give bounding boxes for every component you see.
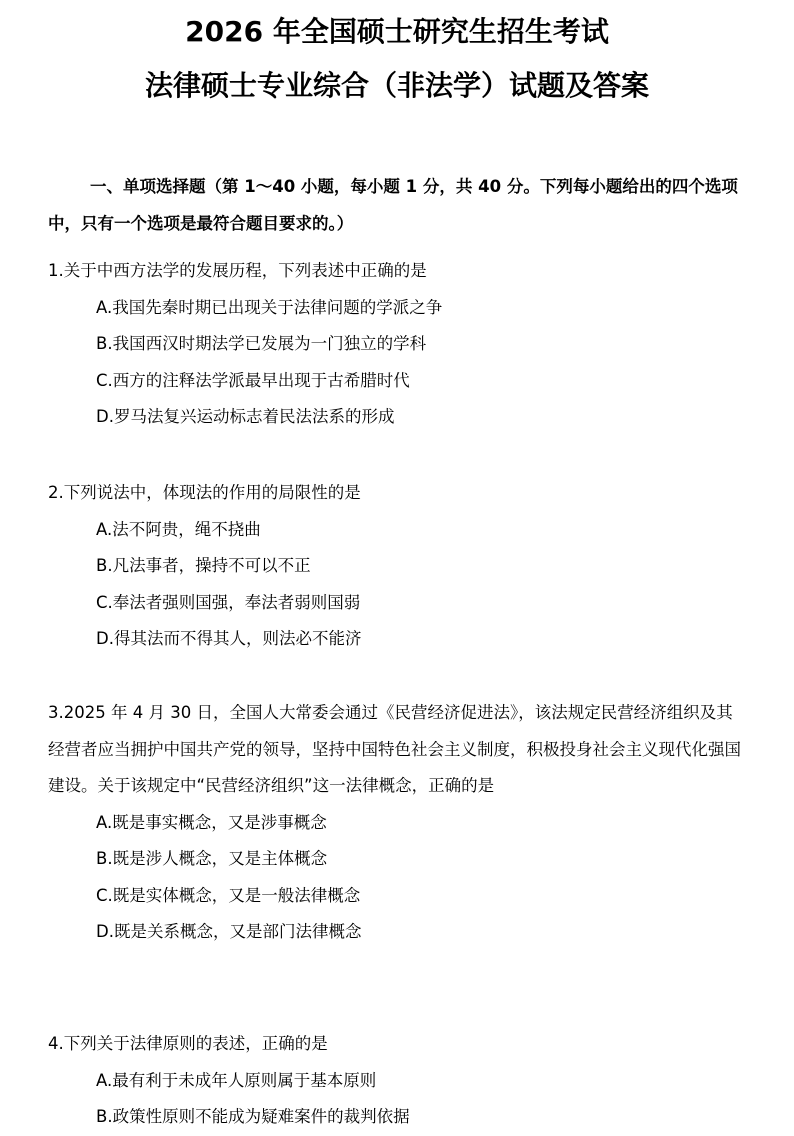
option-c: C.既是实体概念，又是一般法律概念	[96, 885, 361, 905]
question-3	[48, 695, 748, 951]
option-c: C.西方的注释法学派最早出现于古希腊时代	[96, 370, 410, 390]
question-4	[48, 1026, 748, 1136]
option-b: B.政策性原则不能成为疑难案件的裁判依据	[96, 1107, 410, 1126]
section-heading-text: 一、单项选择题（第 1～40 小题，每小题 1 分，共 40 分。下列每小题给出的四个选项中，只有一个选项是最符合题目要求的。）	[48, 177, 738, 233]
question-1	[48, 253, 748, 436]
option-a: A.最有利于未成年人原则属于基本原则	[96, 1070, 377, 1090]
question-stem: 3.2025 年 4 月 30 日，全国人大常委会通过《民营经济促进法》，该法规定民营经济组织及其经营者应当拥护中国共产党的领导，坚持中国特色社会主义制度，积极投身社会主义现代化强国建设。关于该规定中“民营经济组织”这一法律概念，正确的是	[48, 703, 741, 795]
question-stem: 2.下列说法中，体现法的作用的局限性的是	[48, 483, 361, 502]
option-b: B.既是涉人概念，又是主体概念	[96, 849, 328, 868]
option-d: D.既是关系概念，又是部门法律概念	[96, 922, 362, 941]
option-a: A.法不阿贵，绳不挠曲	[96, 519, 261, 539]
section-heading	[48, 168, 748, 242]
question-stem: 1.关于中西方法学的发展历程，下列表述中正确的是	[48, 261, 427, 280]
option-d: D.罗马法复兴运动标志着民法法系的形成	[96, 407, 395, 426]
document-title-line1: 2026 年全国硕士研究生招生考试	[185, 15, 609, 48]
option-c: C.奉法者强则国强，奉法者弱则国弱	[96, 592, 361, 612]
option-b: B.凡法事者，操持不可以不正	[96, 556, 311, 575]
option-d: D.得其法而不得其人，则法必不能济	[96, 629, 362, 648]
option-a: A.既是事实概念，又是涉事概念	[96, 812, 327, 832]
question-2	[48, 475, 748, 658]
document-title-line2: 法律硕士专业综合（非法学）试题及答案	[144, 69, 649, 102]
option-b: B.我国西汉时期法学已发展为一门独立的学科	[96, 334, 427, 353]
question-stem: 4.下列关于法律原则的表述，正确的是	[48, 1034, 328, 1053]
option-a: A.我国先秦时期已出现关于法律问题的学派之争	[96, 297, 443, 317]
